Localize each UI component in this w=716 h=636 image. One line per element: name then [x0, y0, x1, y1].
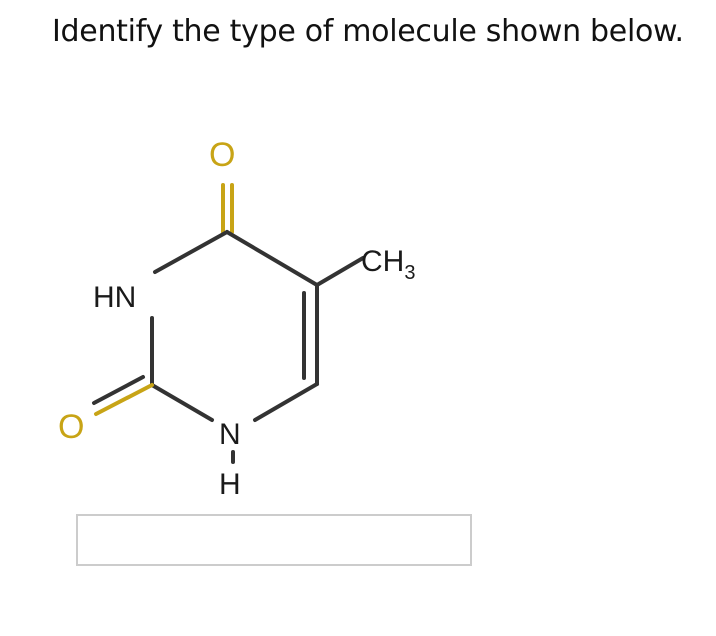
bond-n1-c2	[152, 385, 212, 420]
answer-input[interactable]	[76, 514, 472, 566]
bond-c4-c5	[227, 232, 317, 285]
atom-oxygen-left: O	[58, 408, 85, 446]
atom-oxygen-top: O	[209, 136, 236, 174]
atom-nitrogen-hn: HN	[93, 281, 137, 314]
bond-c4-n3	[155, 232, 227, 272]
atom-methyl-c	[361, 245, 415, 284]
question-text: Identify the type of molecule shown below.	[52, 14, 684, 49]
atom-methyl-ch: CH	[361, 245, 405, 278]
bond-c2-o-double-b	[94, 377, 143, 403]
atom-methyl-subscript: 3	[404, 262, 416, 284]
bond-c6-n1	[255, 384, 317, 420]
atom-hydrogen-bottom: H	[219, 468, 241, 501]
atom-nitrogen-bottom: N	[219, 418, 241, 451]
bond-c5-ch3	[317, 258, 363, 285]
